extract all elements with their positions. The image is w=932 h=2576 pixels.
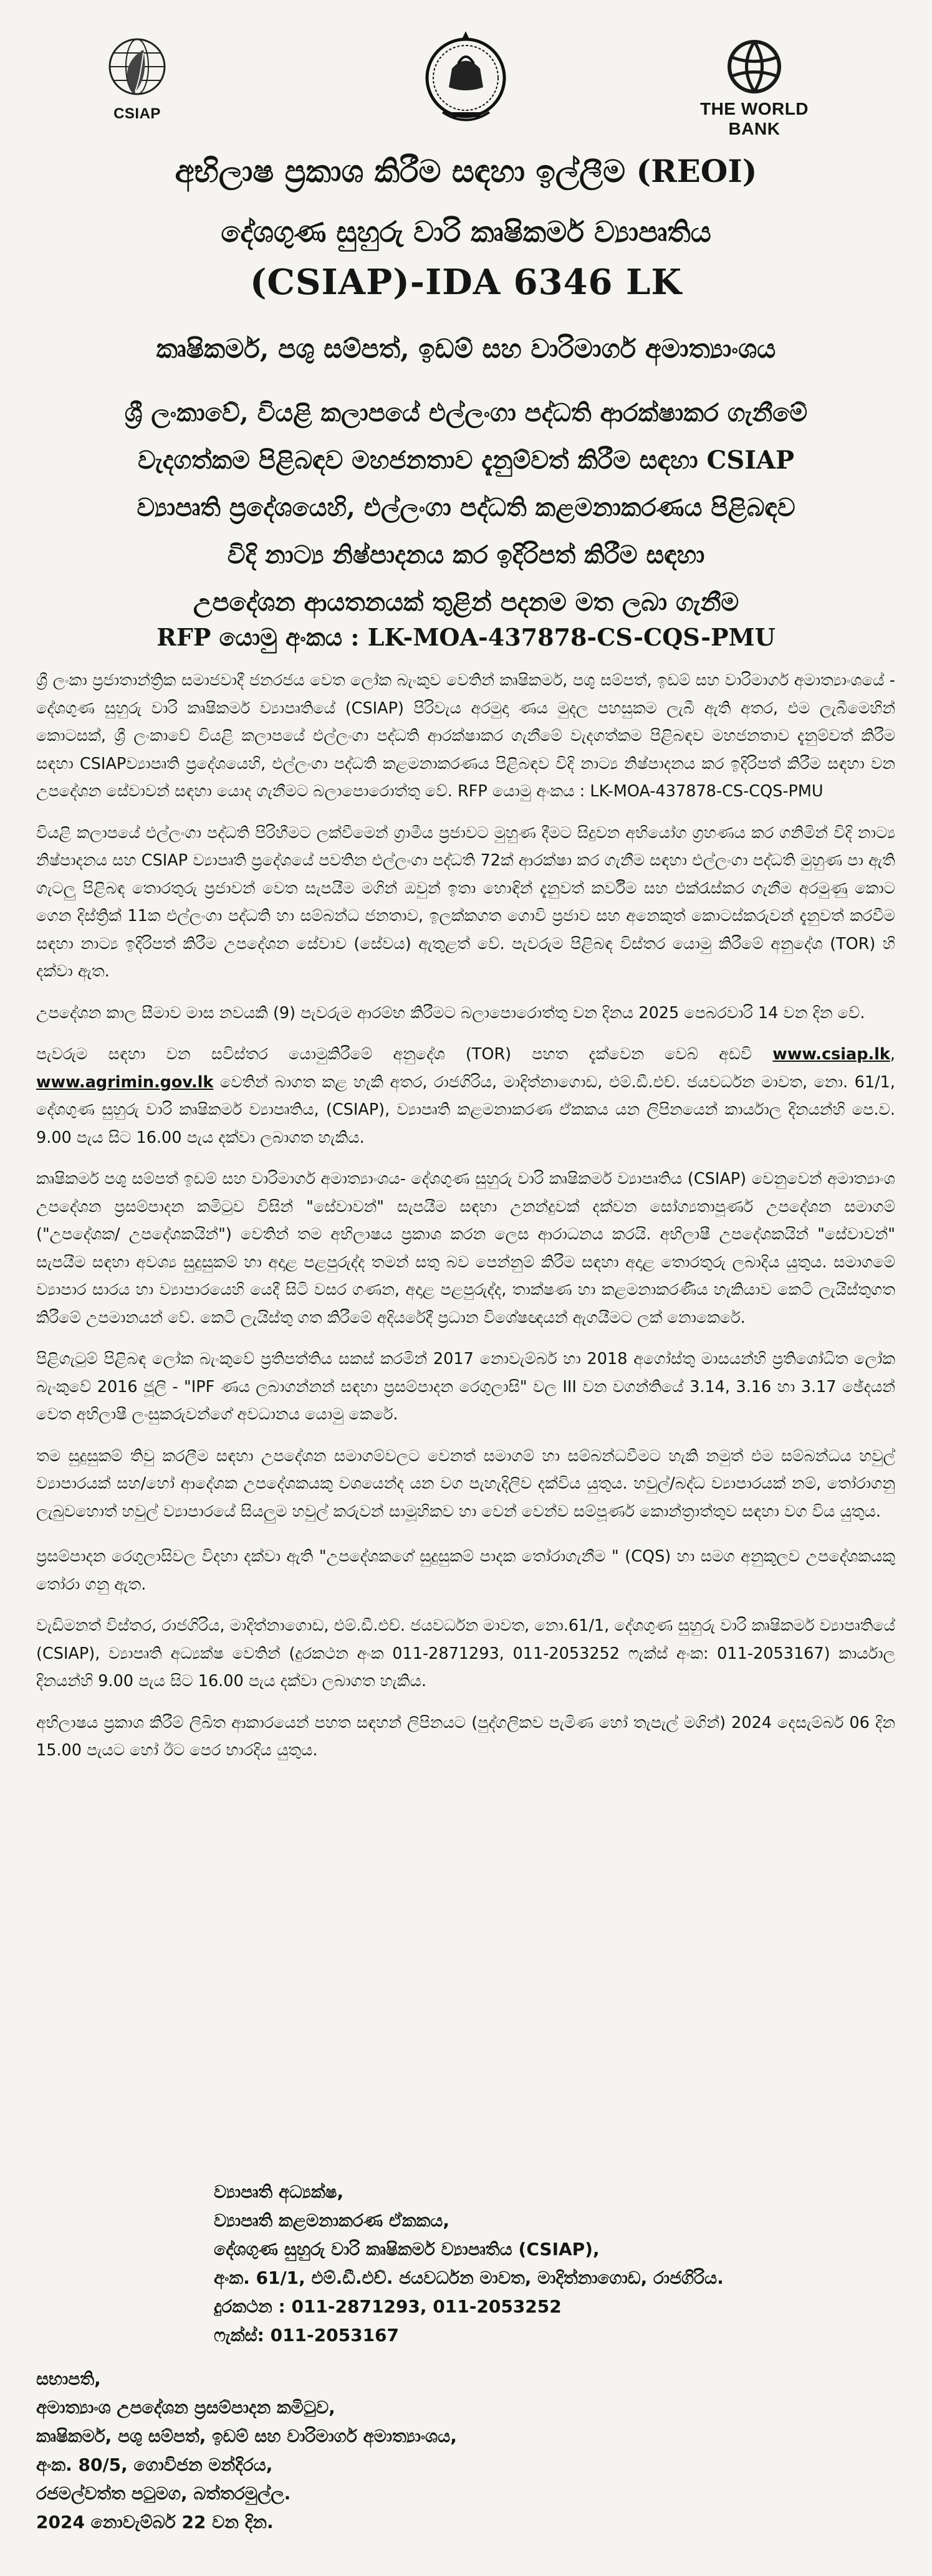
rfp-reference: RFP යොමු අංකය : LK-MOA-437878-CS-CQS-PMU — [156, 623, 776, 651]
chairman-address — [36, 2365, 895, 2537]
address-line: ව්‍යාපෘති කළමනාකරණ ඒකකය, — [214, 2210, 450, 2231]
address-line: කෘෂිකර්ම, පශු සම්පත්, ඉඩම් සහ වාරිමාර්ග අමාත්‍යාංශය, — [36, 2426, 457, 2446]
paragraph-6: පිළිගැටුම් පිළිබඳ ලෝක බැංකුවේ ප්‍රතිපත්තිය සකස් කරමින් 2017 නොවැම්බර් හා 2018 අගෝස්තු මාසයන්හි ප්‍රතිශෝධිත ලෝක බැංකුවේ 2016 ජූලි - "IPF ණය ලබාගන්නන් සඳහා ප්‍රසම්පාදන රෙගුලාසි" වල III වන වගන්තියේ 3.14, 3.16 හා 3.17 ඡේදයන් වෙත අභිලාෂී ලංසුකරුවන්ගේ අවධානය යොමු කෙරේ. — [36, 1350, 895, 1424]
subject-line: ශ්‍රී ලංකාවේ, වියළි කලාපයේ එල්ලංගා පද්ධති ආරක්ෂාකර ගැනීමේ — [124, 398, 808, 427]
ministry-title: කෘෂිකර්ම, පශු සම්පත්, ඉඩම් සහ වාරිමාර්ග අමාත්‍යාංශය — [156, 333, 776, 364]
paragraph-4-rest: වෙතින් බාගත කළ හැකි අතර, රාජගිරිය, මාදිත්නාගොඩ, එම්.ඩී.එච්. ජයවර්ධන මාවත, නො. 61/1, දේශගුණ සුහුරු වාරි කෘෂිකර්ම ව්‍යාපෘතිය, (CSIAP), ව්‍යාපෘති කළමනාකරණ ඒකකය යන ලිපිනයෙන් කාර්යාල දිනයන්හි පෙ.ව. 9.00 පැය සිට 16.00 පැය දක්වා ලබාගත හැකිය. — [36, 1072, 895, 1147]
world-bank-logo — [683, 37, 826, 139]
paragraph-8: ප්‍රසම්පාදන රෙගුලාසිවල විදහා දක්වා ඇති "උපදේශකගේ සුදුසුකම් පාදක තෝරාගැනීම " (CQS) හා සමග අනුකූලව උපදේශකයකු තෝරා ගනු ඇත. — [36, 1547, 895, 1594]
sri-lanka-national-emblem-icon — [424, 25, 508, 131]
address-line: ෆැක්ස්: 011-2053167 — [214, 2325, 400, 2345]
address-line: 2024 නොවැම්බර් 22 වන දින. — [36, 2512, 274, 2532]
project-title-sinhala: දේශගුණ සුහුරු වාරි කෘෂිකර්ම ව්‍යාපෘතිය — [221, 215, 711, 249]
paragraph-4-intro: පැවරුම සඳහා වන සවිස්තර යොමුකිරීමේ අනුදේශ (TOR) පහත දැක්වෙන වෙබ් අඩවි — [36, 1045, 773, 1064]
paragraph-5: කෘෂිකර්ම පශු සම්පත් ඉඩම් සහ වාරිමාර්ග අමාත්‍යාංශය- දේශගුණ සුහුරු වාරි කෘෂිකර්ම ව්‍යාපෘතිය (CSIAP) වෙනුවෙන් අමාත්‍යාංශ උපදේශන ප්‍රසම්පාදන කමිටුව විසින් "සේවාවන්" සැපයීම සඳහා උනන්දුවක් දක්වන සෝග්‍යතාපූර්ණ උපදේශන සමාගම් ("උපදේශක/ උපදේශකයින්") වෙතින් තම අභිලාෂය ප්‍රකාශ කරන ලෙස ආරාධනය කරයි. අභිලාෂී උපදේශකයින් "සේවාවන්" සැපයීම සඳහා අවශ්‍ය සුදුසුකම් හා අදාළ පළපුරුද්ද තමන් සතු බව පෙන්නුම් කිරීම සඳහා අදාළ තොරතුරු ලබාදිය යුතුය. සමාගමේ ව්‍යාපාර සාරය හා ව්‍යාපාරයෙහි යෙදී සිටි වසර ගණන, අදාළ පළපුරුද්ද, තාක්ෂණ හා කළමනාකරණීය හැකියාව කෙටි ලැයිස්තුගත කිරීමේ උපමානයන් වේ. කෙටි ලැයිස්තු ගත කිරීමේ අදියරේදී ප්‍රධාන විශේෂඥයන් ඇගයීමට ලක් නොකෙරේ. — [36, 1170, 895, 1327]
csiap-website-link[interactable]: www.csiap.lk — [772, 1045, 890, 1064]
subject-heading — [37, 389, 895, 626]
address-line: දේශගුණ සුහුරු වාරි කෘෂිකර්ම ව්‍යාපෘතිය (CSIAP), — [214, 2239, 600, 2259]
world-bank-logo-text: THE WORLD BANK — [699, 99, 809, 138]
subject-line: වැදගත්කම පිළිබඳව මහජනතාව දැනුම්වත් කිරීම සඳහා CSIAP — [137, 446, 795, 475]
link-separator: , — [890, 1045, 895, 1064]
body-text — [36, 667, 895, 1778]
paragraph-2: වියළි කලාපයේ එල්ලංගා පද්ධති පිරිහීමට ලක්වීමෙන් ග්‍රාමීය ප්‍රජාවට මුහුණ දීමට සිදුවන අභියෝග ග්‍රහණය කර ගනිමින් විදි නාට්‍ය නිෂ්පාදනය සහ CSIAP ව්‍යාපෘති ප්‍රදේශයේ පවතින එල්ලංගා පද්ධති 72ක් ආරක්ෂා කර ගැනීම සඳහා එල්ලංගා පද්ධති මුහුණ පා ඇති ගැටලු පිළිබඳ තොරතුරු ප්‍රජාවන් වෙත සැපයීම මගින් ඔවුන් ඉතා හොඳින් දැනුවත් කර්වීම සහ එක්රැස්කර ගැනීම අරමුණු කොට ගෙන දිස්ත්‍රික් 11ක එල්ලංගා පද්ධති හා සම්බන්ධ ජනතාව, ඉලක්කගත ගොවි ප්‍රජාව සහ අනෙකුත් කොටස්කරුවන් දැනුවත් කරවීම සඳහා නාට්‍ය ඉදිරිපත් කිරීම උපදේශන සේවාව (සේවය) ඇතුළත් වේ. පැවරුම පිළිබඳ විස්තර යොමු කිරීමේ අනුදේශ (TOR) හි දක්වා ඇත. — [36, 823, 895, 981]
address-line: අංක. 80/5, ගොවිජන මන්දිරය, — [36, 2454, 273, 2475]
paragraph-10: අභිලාෂය ප්‍රකාශ කිරීම් ලිඛිත ආකාරයෙන් පහත සඳහන් ලිපිනයට (පුද්ගලිකව පැමිණ හෝ තැපැල් මගින්) 2024 දෙසැම්බර් 06 දින 15.00 පැයට හෝ ඊට පෙර භාරදිය යුතුය. — [36, 1713, 895, 1760]
reoi-title: අභිලාෂ ප්‍රකාශ කිරීම සඳහා ඉල්ලීම (REOI) — [175, 153, 757, 189]
address-line: අංක. 61/1, එම්.ඩී.එච්. ජයවර්ධන මාවත, මාදිත්නාගොඩ, රාජගිරිය. — [214, 2268, 724, 2288]
project-director-address — [36, 2178, 895, 2350]
address-line: දුරකථන : 011-2871293, 011-2053252 — [214, 2296, 562, 2317]
paragraph-9: වැඩිමනත් විස්තර, රාජගිරිය, මාදිත්නාගොඩ, එම්.ඩී.එච්. ජයවර්ධන මාවත, නො.61/1, දේශගුණ සුහුරු වාරි කෘෂිකර්ම ව්‍යාපෘතියේ (CSIAP), ව්‍යාපෘති අධ්‍යක්ෂ වෙතින් (දුරකථන අංක 011-2871293, 011-2053252 ෆැක්ස් අංක: 011-2053167) කාර්යාල දිනයන්හි 9.00 පැය සිට 16.00 පැය දක්වා ලබාගත හැකිය. — [36, 1616, 895, 1691]
paragraph-1: ශ්‍රී ලංකා ප්‍රජාතාන්ත්‍රික සමාජවාදී ජනරජය වෙත ලෝක බැංකුව වෙතින් කෘෂිකර්ම, පශු සම්පත්, ඉඩම් සහ වාරිමාර්ග අමාත්‍යාංශයේ - දේශගුණ සුහුරු වාරි කෘෂිකර්ම ව්‍යාපෘතියේ (CSIAP) පිරිවැය අරමුදා ණය මුදල පහසුකම ලැබී ඇති අතර, එම ලැබීමෙහින් කොටසක්, ශ්‍රී ලංකාවේ වියළි කලාපයේ එල්ලංගා පද්ධති ආරක්ෂාකර ගැනීමේ වැදගත්කම පිළිබඳව මහජනතාව දැනුම්වත් කිරීම සඳහා CSIAPව්‍යාපෘති ප්‍රදේශයෙහි, එල්ලංගා පද්ධති කළමනාකරණය පිළිබඳව විදි නාට්‍ය නිෂ්පාදනය කර ඉදිරිපත් කිරීම සඳහා වන උපදේශන සේවාවන් සඳහා යොද ගැනීමට බලාපොරොත්තු වේ. RFP යොමු අංකය : LK-MOA-437878-CS-CQS-PMU — [36, 671, 895, 801]
agrimin-website-link[interactable]: www.agrimin.gov.lk — [36, 1072, 214, 1092]
emblem-container — [424, 25, 508, 133]
csiap-logo — [94, 34, 181, 123]
address-line: ව්‍යාපෘති අධ්‍යක්ෂ, — [214, 2182, 344, 2202]
address-line: අමාත්‍යාංශ උපදේශන ප්‍රසම්පාදන කමිටුව, — [36, 2397, 335, 2418]
subject-line: ව්‍යාපෘති ප්‍රදේශයෙහි, එල්ලංගා පද්ධති කළමනාකරණය පිළිබඳව — [137, 493, 795, 522]
paragraph-7: තම සුදුසුකම් තිවු කරලීම සඳහා උපදේශන සමාගම්වලට වෙනත් සමාගම් හා සම්බන්ධවීමට හැකි නමුත් එම සම්බන්ධය හවුල් ව්‍යාපාරයක් සහ/හෝ ආදේශක උපදේශකයකු වශයෙන්ද යන වග පැහැදිලිව දක්විය යුතුය. හවුල්/බද්ධ ව්‍යාපාරයක් නම්, තෝරාගනු ලැබුවහොත් හවුල් ව්‍යාපාරයේ සියලුම හවුල් කරුවන් සාමූහිකව හා වෙන් වෙන්ව සම්පූර්ණ කොන්ත්‍රාත්තුව සඳහා වග විය යුතුය. — [36, 1446, 895, 1521]
address-line: රජමල්වත්ත පටුමග, බත්තරමුල්ල. — [36, 2483, 291, 2504]
paragraph-3: උපදේශන කාල සීමාව මාස නවයකි (9) පැවරුම ආරම්භ කිරීමට බලාපොරොත්තු වන දිනය 2025 පෙබරවාරි 14 වන දින වේ. — [36, 1003, 865, 1023]
subject-line: විදි නාට්‍ය නිෂ්පාදනය කර ඉදිරිපත් කිරීම සඳහා — [227, 540, 705, 570]
project-code: (CSIAP)-IDA 6346 LK — [249, 262, 683, 303]
address-line: සභාපති, — [36, 2368, 101, 2389]
csiap-globe-leaf-icon — [97, 34, 178, 103]
subject-line: උපදේශන ආයතනයක් තුළින් පදනම මත ලබා ගැනීම — [193, 588, 739, 617]
paragraph-4 — [36, 1041, 895, 1152]
logo-header — [0, 0, 932, 140]
world-bank-globe-icon — [723, 37, 785, 97]
csiap-logo-text: CSIAP — [113, 105, 161, 122]
